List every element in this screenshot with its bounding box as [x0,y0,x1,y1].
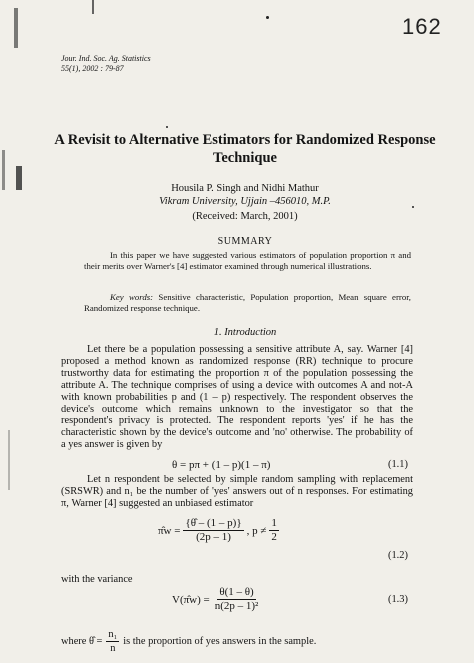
keywords-list: Sensitive characteristic, Population proportion, Mean square error, Randomized response technique. [84,292,411,313]
where-denominator: n [110,643,116,654]
page-number: 162 [402,14,442,39]
equation-3 [172,586,260,613]
equation-2-half-denominator: 2 [271,531,277,543]
intro-paragraph-1: Let there be a population possessing a sensitive attribute A, say. Warner [4] proposed a method known as randomized response (RR) technique to procure trustworthy data for estimating the proportion π of the population possessing the attribute A. The technique comprises of using a device with outcomes A and not-A with known probabilities p and (1 – p) respectively. The respondent observes the device's outcome which remains unknown to the investigator so that the respondent's privacy is protected. The respondent reports 'yes' if he has the characteristic shown by the device's outcome and 'no' otherwise. The probability of a yes answer is given by [61,344,413,451]
keywords [84,292,411,314]
section-heading: 1. Introduction [213,327,277,338]
scan-mark [92,0,94,14]
paper-title: A Revisit to Alternative Estimators for Randomized Response Technique [54,132,436,166]
scan-mark [8,430,10,490]
equation-2-number: (1.2) [388,550,408,561]
where-prefix: where θ̂ = [61,636,103,647]
journal-volume: 55(1), 2002 : 79-87 [61,64,124,73]
scan-mark [2,150,5,190]
equation-2-numerator: {θ̂ – (1 – p)} [185,517,242,529]
equation-2-fraction [183,517,243,544]
affiliation: Vikram University, Ujjain –456010, M.P. [159,196,331,207]
equation-2 [158,517,279,544]
scan-speck [266,16,269,19]
variance-text: with the variance [61,574,133,585]
journal-citation [61,54,151,74]
scan-mark [14,8,18,48]
scan-mark [16,166,22,190]
authors: Housila P. Singh and Nidhi Mathur [171,183,319,194]
scan-speck [166,126,168,128]
summary-heading: SUMMARY [217,236,273,247]
summary-text: In this paper we have suggested various estimators of population proportion π and their merits over Warner's [4] estimator examined through numerical illustrations. [84,250,411,271]
equation-3-fraction [213,586,261,613]
journal-name: Jour. Ind. Soc. Ag. Statistics [61,54,151,63]
equation-2-denominator: (2p – 1) [196,531,231,543]
where-numerator: n₁ [108,629,118,640]
equation-3-numerator: θ(1 – θ) [219,586,254,598]
keywords-label: Key words: [110,292,154,302]
equation-3-number: (1.3) [388,594,408,605]
equation-2-lhs: π̂w = [158,524,181,537]
received-date: (Received: March, 2001) [192,211,298,222]
equation-1: θ = pπ + (1 – p)(1 – π) [172,459,271,471]
equation-2-half-numerator: 1 [271,517,277,529]
equation-3-lhs: V(π̂w) = [172,593,210,606]
equation-1-number: (1.1) [388,459,408,470]
where-suffix: is the proportion of yes answers in the sample. [123,636,317,647]
equation-2-condition: , p ≠ [246,524,267,537]
intro-paragraph-2: Let n respondent be selected by simple random sampling with replacement (SRSWR) and n₁ be the number of 'yes' answers out of n responses. For estimating π, Warner [4] suggested an unbiased estimator [61,474,413,509]
equation-2-half [269,517,279,544]
where-fraction [106,628,119,655]
equation-3-denominator: n(2p – 1)² [214,600,259,612]
where-clause [61,628,316,655]
